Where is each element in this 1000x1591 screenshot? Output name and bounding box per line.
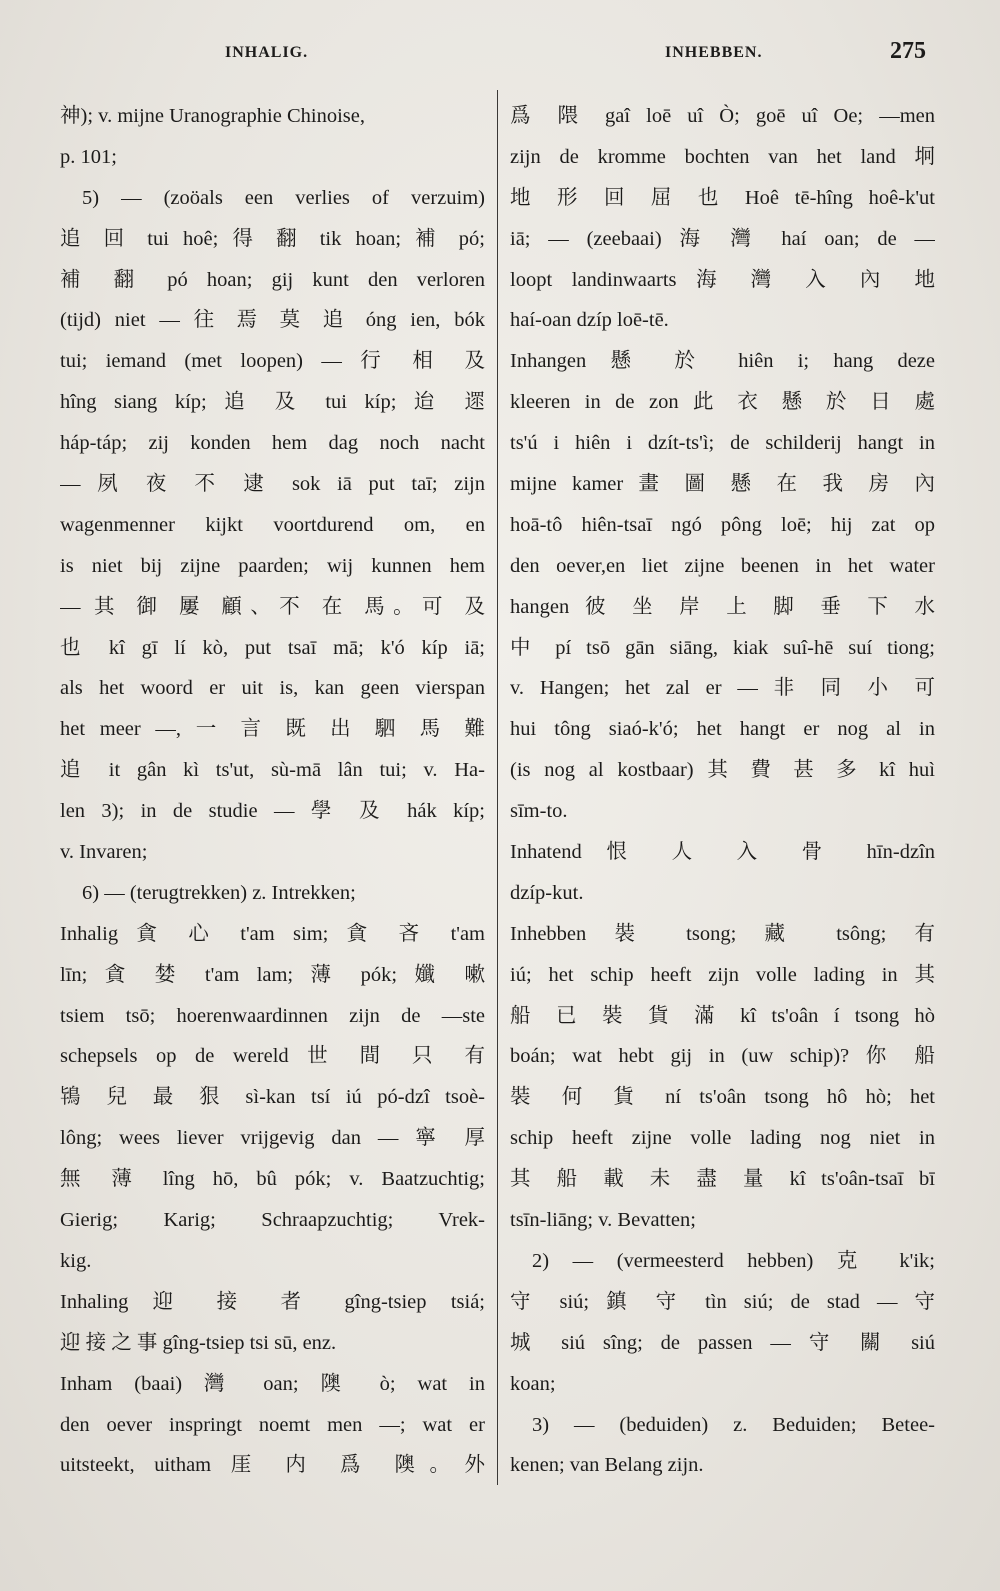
text-line: kleeren in de zon 此 衣 懸 於 日 處 xyxy=(510,391,935,414)
text-line: schip heeft zijne volle lading nog niet in xyxy=(510,1127,935,1150)
text-line: lông; wees liever vrijgevig dan — 寧 厚 xyxy=(60,1127,485,1150)
text-line: háp-táp; zij konden hem dag noch nacht xyxy=(60,432,485,455)
text-line: 其 船 載 未 盡 量 kî ts'oân-tsaī bī xyxy=(510,1168,935,1191)
text-line: 守 siú; 鎮 守 tìn siú; de stad — 守 xyxy=(510,1290,935,1313)
column-divider xyxy=(497,90,498,1485)
text-line: hoā-tô hiên-tsaī ngó pông loē; hij zat op xyxy=(510,513,935,536)
text-line: 無 薄 lîng hō, bû pók; v. Baatzuchtig; xyxy=(60,1168,485,1191)
text-line: v. Hangen; het zal er — 非 同 小 可 xyxy=(510,677,935,700)
text-line: — 其 御 屢 顧、不 在 馬。可 及 xyxy=(60,595,485,618)
text-line: p. 101; xyxy=(60,145,117,168)
text-line: līn; 貪 婪 t'am lam; 薄 pók; 孅 嗽 xyxy=(60,963,485,986)
entry-headword-line: Inhebben 裝 tsong; 藏 tsông; 有 xyxy=(510,922,935,945)
text-line: hui tông siaó-k'ó; het hangt er nog al in xyxy=(510,718,935,741)
entry-headword-line: Inhaling 迎 接 者 gîng-tsiep tsiá; xyxy=(60,1290,485,1313)
text-line: 裝 何 貨 ní ts'oân tsong hô hò; het xyxy=(510,1086,935,1109)
text-line: mijne kamer 畫 圖 懸 在 我 房 內 xyxy=(510,473,935,496)
text-line: 補 翻 pó hoan; gij kunt den verloren xyxy=(60,268,485,291)
text-line: is niet bij zijne paarden; wij kunnen hem xyxy=(60,554,485,577)
text-line: 追 回 tui hoê; 得 翻 tik hoan; 補 pó; xyxy=(60,227,485,250)
text-line: wagenmenner kijkt voortdurend om, en xyxy=(60,513,485,536)
text-line: 迎 接 之 事 gîng-tsiep tsi sū, enz. xyxy=(60,1331,337,1354)
text-line: iā; — (zeebaai) 海 灣 haí oan; de — xyxy=(510,227,935,250)
left-column xyxy=(60,96,485,1486)
text-line: 2) — (vermeesterd hebben) 克 k'ik; xyxy=(532,1249,935,1272)
entry-headword-line: Inhalig 貪 心 t'am sim; 貪 吝 t'am xyxy=(60,922,485,945)
page-number: 275 xyxy=(890,38,926,64)
text-line: sīm-to. xyxy=(510,800,568,823)
text-line: 中 pí tsō gān siāng, kiak suî-hē suí tiong; xyxy=(510,636,935,659)
text-line: tsīn-liāng; v. Bevatten; xyxy=(510,1209,696,1232)
text-line: 地 形 回 屈 也 Hoê tē-hîng hoê-k'ut xyxy=(510,186,935,209)
text-line: den oever inspringt noemt men —; wat er xyxy=(60,1413,485,1436)
text-line: len 3); in de studie — 學 及 hák kíp; xyxy=(60,800,485,823)
text-line: 爲 隈 gaî loē uî Ò; goē uî Oe; —men xyxy=(510,105,935,127)
text-line: kenen; van Belang zijn. xyxy=(510,1454,704,1477)
text-line: 3) — (beduiden) z. Beduiden; Betee- xyxy=(532,1413,935,1436)
text-line: hîng siang kíp; 追 及 tui kíp; 迨 遝 xyxy=(60,391,485,414)
text-line: 6) — (terugtrekken) z. Intrekken; xyxy=(82,881,356,904)
text-line: den oever,en liet zijne beenen in het water xyxy=(510,554,935,577)
text-line: 船 已 裝 貨 滿 kî ts'oân í tsong hò xyxy=(510,1004,935,1027)
entry-headword-line: Inhatend 恨 人 入 骨 hīn-dzîn xyxy=(510,841,935,864)
text-line: tui; iemand (met loopen) — 行 相 及 xyxy=(60,350,485,373)
text-line: — 夙 夜 不 逮 sok iā put taī; zijn xyxy=(60,473,485,496)
text-line: boán; wat hebt gij in (uw schip)? 你 船 xyxy=(510,1045,935,1068)
right-running-head: INHEBBEN. xyxy=(665,44,763,61)
entry-headword-line: Inham (baai) 灣 oan; 隩 ò; wat in xyxy=(60,1372,485,1395)
text-line: 鴇 兒 最 狠 sì-kan tsí iú pó-dzî tsoè- xyxy=(60,1086,485,1109)
entry-headword-line: Inhangen 懸 於 hiên i; hang deze xyxy=(510,350,935,373)
text-line: als het woord er uit is, kan geen vierspan xyxy=(60,677,485,700)
text-line: uitsteekt, uitham 厓 内 爲 隩。外 xyxy=(60,1454,485,1477)
text-line: haí-oan dzíp loē-tē. xyxy=(510,309,669,332)
text-line: 追 it gân kì ts'ut, sù-mā lân tui; v. Ha- xyxy=(60,759,485,782)
text-line: (tijd) niet — 往 焉 莫 追 óng ien, bók xyxy=(60,309,485,332)
text-line: hangen 彼 坐 岸 上 脚 垂 下 水 xyxy=(510,595,935,618)
text-line: het meer —, 一 言 既 出 駟 馬 難 xyxy=(60,718,485,741)
text-line: schepsels op de wereld 世 間 只 有 xyxy=(60,1045,485,1068)
text-line: tsiem tsō; hoerenwaardinnen zijn de —ste xyxy=(60,1004,485,1027)
text-line: 神); v. mijne Uranographie Chinoise, xyxy=(60,105,365,127)
text-line: kig. xyxy=(60,1249,92,1272)
text-line: v. Invaren; xyxy=(60,841,148,864)
text-line: loopt landinwaarts 海 灣 入 內 地 xyxy=(510,268,935,291)
text-line: 5) — (zoöals een verlies of verzuim) xyxy=(82,186,485,209)
text-line: 也 kî gī lí kò, put tsaī mā; k'ó kíp iā; xyxy=(60,636,485,659)
text-line: zijn de kromme bochten van het land 坰 xyxy=(510,145,935,168)
left-running-head: INHALIG. xyxy=(225,44,309,61)
text-line: (is nog al kostbaar) 其 費 甚 多 kî huì xyxy=(510,759,935,782)
text-line: dzíp-kut. xyxy=(510,881,584,904)
text-line: Gierig; Karig; Schraapzuchtig; Vrek- xyxy=(60,1209,485,1232)
text-line: iú; het schip heeft zijn volle lading in 其 xyxy=(510,963,935,986)
text-line: 城 siú sîng; de passen — 守 關 siú xyxy=(510,1331,935,1354)
right-column xyxy=(510,96,935,1486)
text-line: ts'ú i hiên i dzít-ts'ì; de schilderij hangt in xyxy=(510,432,935,455)
text-line: koan; xyxy=(510,1372,556,1395)
